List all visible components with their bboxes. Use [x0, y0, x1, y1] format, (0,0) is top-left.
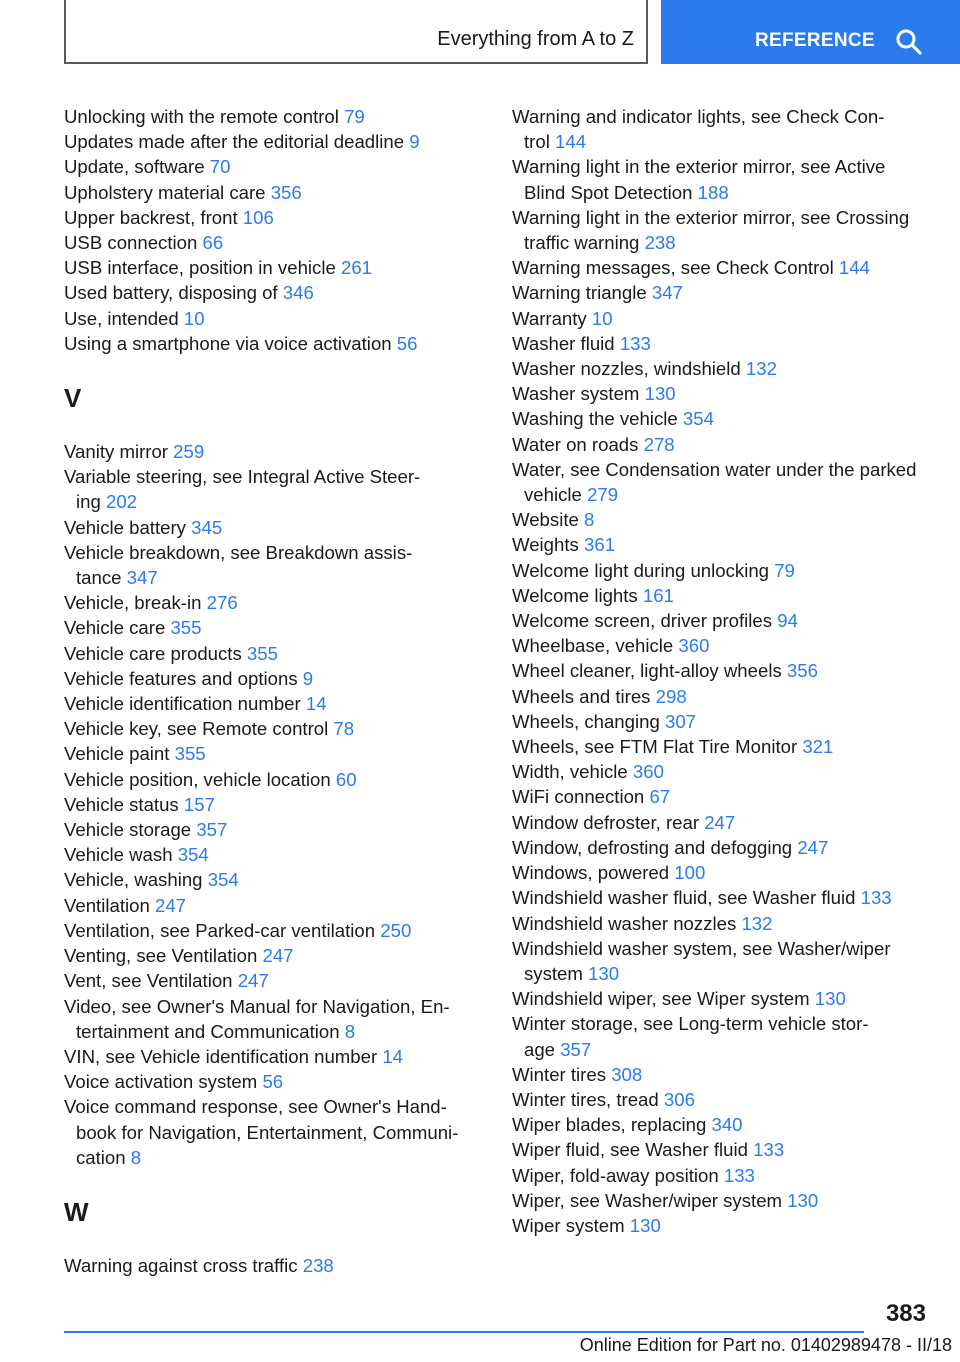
index-entry	[64, 842, 484, 867]
page-reference-link[interactable]: 306	[663, 1088, 695, 1110]
page-reference-link[interactable]: 259	[173, 441, 205, 463]
index-entry	[512, 835, 942, 860]
index-entry-text: Wiper system	[512, 1214, 625, 1236]
index-entry-text: Vent, see Ventilation	[64, 970, 233, 992]
index-entry-text: Voice activation system	[64, 1071, 258, 1093]
index-entry	[512, 381, 942, 406]
index-entry	[512, 734, 942, 759]
page-reference-link[interactable]: 238	[644, 232, 676, 254]
index-entry-text: Warning and indicator lights, see Check Con-	[512, 106, 885, 127]
index-entry-text: Windshield washer fluid, see Washer fluid	[512, 887, 856, 909]
index-entry-text: Winter tires, tread	[512, 1088, 659, 1110]
page-reference-link[interactable]: 354	[177, 844, 209, 866]
footer-divider	[64, 1331, 864, 1333]
index-entry-text: USB interface, position in vehicle	[64, 257, 336, 279]
page-reference-link[interactable]: 355	[246, 642, 278, 664]
index-entry-text: Website	[512, 509, 579, 531]
index-entry-text: Window defroster, rear	[512, 811, 700, 833]
index-entry	[64, 968, 484, 993]
index-entry	[512, 759, 942, 784]
index-entry	[512, 936, 942, 986]
index-entry	[512, 1087, 942, 1112]
page-reference-link[interactable]: 130	[787, 1189, 819, 1211]
index-entry	[64, 691, 484, 716]
page-reference-link[interactable]: 56	[396, 332, 418, 354]
index-entry	[64, 767, 484, 792]
index-entry	[64, 641, 484, 666]
index-entry	[512, 1137, 942, 1162]
page-reference-link[interactable]: 356	[786, 660, 818, 682]
index-entry-text: Using a smartphone via voice activation	[64, 332, 392, 354]
index-entry-text: Wheels, changing	[512, 710, 660, 732]
page-reference-link[interactable]: 70	[209, 156, 231, 178]
index-entry	[512, 1062, 942, 1087]
index-entry	[512, 432, 942, 457]
index-entry	[64, 540, 484, 590]
index-entry	[512, 507, 942, 532]
index-entry	[64, 280, 484, 305]
index-entry-text: Vehicle breakdown, see Breakdown assis-	[64, 541, 413, 563]
index-entry	[512, 633, 942, 658]
reference-tab[interactable]	[661, 0, 960, 64]
page-reference-link[interactable]: 354	[682, 408, 714, 430]
index-entry-text: Voice command response, see Owner's Hand-	[64, 1096, 447, 1118]
index-entry-text: Wiper fluid, see Washer fluid	[512, 1139, 748, 1161]
page-reference-link[interactable]: 161	[642, 584, 674, 606]
index-entry	[64, 817, 484, 842]
index-entry-text: Vanity mirror	[64, 441, 168, 463]
index-entry-text: Warning light in the exterior mirror, see Active	[512, 156, 886, 178]
page-reference-link[interactable]: 360	[678, 635, 710, 657]
index-letter-heading: W	[64, 1196, 89, 1227]
page-reference-link[interactable]: 10	[183, 307, 205, 329]
index-entry-text: Upholstery material care	[64, 181, 266, 203]
page-reference-link[interactable]: 356	[270, 181, 302, 203]
index-entry-text: Vehicle position, vehicle location	[64, 768, 331, 790]
index-entry	[512, 205, 942, 255]
page-reference-link[interactable]: 14	[305, 693, 327, 715]
page-reference-link[interactable]: 132	[745, 358, 777, 380]
index-entry-text: tance	[76, 567, 122, 589]
index-entry-text: Wiper, fold-away position	[512, 1164, 719, 1186]
index-entry-text: system	[524, 962, 583, 984]
index-entry	[512, 860, 942, 885]
index-entry-text: Wheels, see FTM Flat Tire Monitor	[512, 736, 798, 758]
index-entry	[64, 180, 484, 205]
index-entry	[64, 1044, 484, 1069]
page-reference-link[interactable]: 347	[651, 282, 683, 304]
index-entry	[512, 1011, 942, 1061]
index-entry-text: trol	[524, 131, 550, 153]
index-entry	[64, 515, 484, 540]
index-entry-text: Vehicle key, see Remote control	[64, 718, 329, 740]
page-reference-link[interactable]: 188	[697, 181, 729, 203]
index-entry	[64, 306, 484, 331]
page-reference-link[interactable]: 144	[555, 131, 587, 153]
index-entry-text: Upper backrest, front	[64, 206, 238, 228]
index-entry-text: Warning messages, see Check Control	[512, 257, 834, 279]
page-reference-link[interactable]: 276	[206, 592, 238, 614]
index-entry	[512, 255, 942, 280]
search-icon[interactable]	[895, 28, 923, 56]
index-entry-text: Updates made after the editorial deadline	[64, 131, 405, 153]
index-entry-text: Width, vehicle	[512, 761, 628, 783]
page-reference-link[interactable]: 78	[333, 718, 355, 740]
index-entry-text: Video, see Owner's Manual for Navigation, En-	[64, 995, 450, 1017]
page-reference-link[interactable]: 94	[777, 610, 798, 632]
page-reference-link[interactable]: 357	[196, 819, 228, 841]
index-entry	[64, 154, 484, 179]
page-reference-link[interactable]: 278	[643, 433, 675, 455]
page-reference-link[interactable]: 357	[560, 1038, 592, 1060]
page-reference-link[interactable]: 144	[838, 257, 870, 279]
index-entry	[64, 331, 484, 356]
page-reference-link[interactable]: 360	[632, 761, 664, 783]
page-reference-link[interactable]: 9	[409, 131, 420, 153]
index-entry-text: Variable steering, see Integral Active Steer-	[64, 466, 421, 488]
index-entry	[512, 1163, 942, 1188]
index-entry-text: Window, defrosting and defogging	[512, 836, 793, 858]
index-entry-text: Wheel cleaner, light-alloy wheels	[512, 660, 782, 682]
index-entry-text: Water, see Condensation water under the parked	[512, 458, 917, 480]
index-entry-text: Wheels and tires	[512, 685, 651, 707]
index-entry	[64, 230, 484, 255]
page-reference-link[interactable]: 60	[335, 768, 357, 790]
index-entry-text: Weights	[512, 534, 579, 556]
index-entry-text: Update, software	[64, 156, 205, 178]
index-entry-text: Welcome screen, driver profiles	[512, 610, 773, 632]
page-reference-link[interactable]: 298	[655, 685, 687, 707]
index-entry	[512, 986, 942, 1011]
index-entry-text: Washer fluid	[512, 332, 615, 354]
index-entry-text: Wiper blades, replacing	[512, 1114, 707, 1136]
page-reference-link[interactable]: 355	[170, 617, 202, 639]
page-reference-link[interactable]: 261	[341, 257, 373, 279]
index-entry-text: Blind Spot Detection	[524, 181, 693, 203]
page-reference-link[interactable]: 133	[753, 1139, 785, 1161]
page-reference-link[interactable]: 307	[664, 710, 697, 732]
page-reference-link[interactable]: 361	[584, 534, 616, 556]
page-reference-link[interactable]: 56	[262, 1071, 284, 1093]
page-reference-link[interactable]: 10	[591, 307, 613, 329]
index-entry-text: ing	[76, 491, 101, 513]
page-reference-link[interactable]: 130	[644, 383, 676, 405]
page-reference-link[interactable]: 354	[207, 869, 239, 891]
page-reference-link[interactable]: 247	[797, 836, 829, 858]
page-number: 383	[885, 1300, 926, 1327]
index-entry	[64, 994, 484, 1044]
index-entry-text: Warranty	[512, 307, 587, 329]
index-entry-text: Welcome light during unlocking	[512, 559, 770, 581]
page-reference-link[interactable]: 130	[629, 1214, 661, 1236]
section-header	[64, 0, 648, 64]
page-reference-link[interactable]: 345	[191, 516, 223, 538]
index-entry-text: Vehicle storage	[64, 819, 192, 841]
index-entry-text: Warning light in the exterior mirror, see Crossing	[512, 206, 910, 228]
index-entry-text: Vehicle battery	[64, 516, 186, 538]
page-reference-link[interactable]: 133	[723, 1164, 755, 1186]
page-reference-link[interactable]: 157	[183, 793, 215, 815]
index-entry-text: Winter tires	[512, 1063, 607, 1085]
page-reference-link[interactable]: 132	[741, 912, 773, 934]
index-entry	[512, 154, 942, 204]
page-reference-link[interactable]: 130	[814, 988, 846, 1010]
index-entry	[512, 1188, 942, 1213]
index-entry	[64, 439, 484, 464]
index-entry	[64, 716, 484, 741]
index-entry	[64, 918, 484, 943]
index-entry	[512, 406, 942, 431]
index-entry-text: Warning triangle	[512, 282, 647, 304]
page-reference-link[interactable]: 202	[106, 491, 138, 513]
page-reference-link[interactable]: 133	[860, 887, 892, 909]
index-entry-text: Vehicle care products	[64, 642, 242, 664]
page-reference-link[interactable]: 100	[674, 862, 706, 884]
index-entry	[64, 590, 484, 615]
index-entry	[512, 658, 942, 683]
page-reference-link[interactable]: 355	[174, 743, 206, 765]
index-letter-heading: V	[64, 383, 82, 414]
index-entry-text: Vehicle care	[64, 617, 166, 639]
index-entry	[512, 608, 942, 633]
page-reference-link[interactable]: 308	[611, 1063, 643, 1085]
page-reference-link[interactable]: 247	[237, 970, 269, 992]
page-reference-link[interactable]: 8	[584, 509, 595, 531]
index-entry-text: Windshield wiper, see Wiper system	[512, 988, 810, 1010]
index-entry-text: Ventilation	[64, 894, 150, 916]
index-entry	[512, 457, 942, 507]
index-entry	[512, 104, 942, 154]
index-entry-text: Warning against cross traffic	[64, 1254, 298, 1276]
page-reference-link[interactable]: 8	[344, 1020, 356, 1042]
edition-text: Online Edition for Part no. 01402989478 - II/18	[579, 1335, 952, 1355]
page-reference-link[interactable]: 250	[380, 919, 412, 941]
page-reference-link[interactable]: 247	[262, 945, 294, 967]
index-entry-text: Winter storage, see Long-term vehicle stor-	[512, 1013, 869, 1035]
index-entry-text: VIN, see Vehicle identification number	[64, 1045, 378, 1067]
index-entry	[64, 615, 484, 640]
index-entry-text: Water on roads	[512, 433, 639, 455]
index-entry-text: WiFi connection	[512, 786, 645, 808]
index-entry	[64, 867, 484, 892]
index-entry-text: Ventilation, see Parked-car ventilation	[64, 919, 376, 941]
page-reference-link[interactable]: 247	[704, 811, 736, 833]
index-entry	[64, 255, 484, 280]
index-entry	[512, 810, 942, 835]
index-entry-text: Vehicle identification number	[64, 693, 301, 715]
index-entry-text: Vehicle status	[64, 793, 179, 815]
index-entry	[512, 885, 942, 910]
index-entry-text: Washer system	[512, 383, 640, 405]
index-entry	[512, 558, 942, 583]
page-reference-link[interactable]: 9	[302, 667, 314, 689]
index-entry-text: Vehicle wash	[64, 844, 173, 866]
page-reference-link[interactable]: 247	[154, 894, 187, 916]
index-entry-text: Wiper, see Washer/wiper system	[512, 1189, 783, 1211]
index-entry-text: Used battery, disposing of	[64, 282, 278, 304]
index-entry	[64, 1253, 484, 1278]
page-reference-link[interactable]: 347	[126, 567, 158, 589]
index-entry-text: age	[524, 1038, 556, 1060]
index-entry-text: Welcome lights	[512, 584, 638, 606]
index-entry	[512, 911, 942, 936]
page-reference-link[interactable]: 279	[587, 484, 619, 506]
index-entry	[64, 205, 484, 230]
index-entry	[64, 741, 484, 766]
index-entry	[512, 1213, 942, 1238]
index-entry-text: cation	[76, 1146, 126, 1168]
index-entry-text: Wheelbase, vehicle	[512, 635, 674, 657]
index-entry-text: tertainment and Communication	[76, 1020, 340, 1042]
page-reference-link[interactable]: 238	[302, 1254, 334, 1276]
index-entry	[512, 1112, 942, 1137]
index-entry	[512, 280, 942, 305]
index-entry-text: USB connection	[64, 232, 198, 254]
page-reference-link[interactable]: 346	[282, 282, 314, 304]
index-entry	[64, 943, 484, 968]
index-entry	[64, 104, 484, 129]
index-entry	[64, 792, 484, 817]
index-entry	[512, 356, 942, 381]
index-entry-text: Use, intended	[64, 307, 179, 329]
index-entry-text: book for Navigation, Entertainment, Communi-	[76, 1121, 459, 1143]
index-entry-text: Vehicle features and options	[64, 667, 298, 689]
index-entry	[64, 1094, 484, 1170]
index-entry-text: vehicle	[524, 484, 582, 506]
index-entry	[512, 583, 942, 608]
index-column-right	[512, 104, 942, 1238]
index-entry	[64, 129, 484, 154]
index-entry	[64, 666, 484, 691]
index-entry-text: Windows, powered	[512, 862, 670, 884]
page-reference-link[interactable]: 67	[649, 786, 671, 808]
index-entry-text: Venting, see Ventilation	[64, 945, 258, 967]
index-entry	[512, 532, 942, 557]
page-reference-link[interactable]: 130	[588, 962, 620, 984]
index-entry-text: Windshield washer nozzles	[512, 912, 737, 934]
index-entry-text: Washer nozzles, windshield	[512, 358, 741, 380]
index-entry-text: Unlocking with the remote control	[64, 106, 339, 127]
index-entry-text: traffic warning	[524, 232, 640, 254]
page-reference-link[interactable]: 340	[711, 1114, 743, 1136]
page-reference-link[interactable]: 8	[130, 1146, 142, 1168]
index-entry-text: Windshield washer system, see Washer/wiper	[512, 937, 891, 959]
reference-tab-label: REFERENCE	[755, 30, 875, 51]
page-reference-link[interactable]: 14	[382, 1045, 404, 1067]
index-column-left	[64, 104, 484, 1278]
page-reference-link[interactable]: 66	[202, 232, 224, 254]
section-title: Everything from A to Z	[437, 28, 634, 50]
index-entry	[512, 306, 942, 331]
index-entry	[512, 709, 942, 734]
index-entry	[512, 784, 942, 809]
index-entry	[512, 331, 942, 356]
index-entry	[64, 1069, 484, 1094]
index-entry	[64, 464, 484, 514]
index-entry	[512, 684, 942, 709]
page-reference-link[interactable]: 133	[619, 332, 651, 354]
page-reference-link[interactable]: 106	[242, 206, 274, 228]
index-entry-text: Vehicle, break-in	[64, 592, 202, 614]
index-entry-text: Washing the vehicle	[512, 408, 678, 430]
index-entry-text: Vehicle paint	[64, 743, 170, 765]
index-entry-text: Vehicle, washing	[64, 869, 203, 891]
index-entry	[64, 893, 484, 918]
page-reference-link[interactable]: 321	[802, 736, 834, 758]
page-reference-link[interactable]: 79	[774, 559, 795, 581]
page-reference-link[interactable]: 79	[344, 106, 365, 127]
